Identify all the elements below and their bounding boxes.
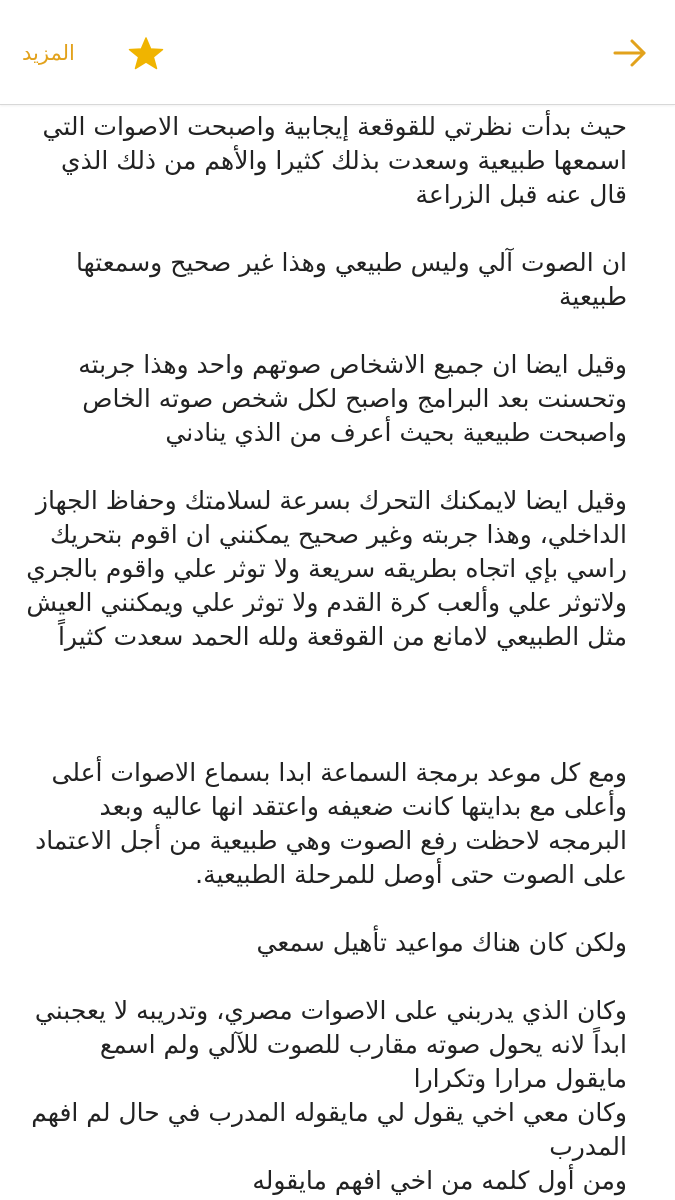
blank-line	[40, 450, 627, 484]
blank-line	[40, 960, 627, 994]
body-line: مثل الطبيعي لامانع من القوقعة ولله الحمد سعدت كثيراً	[57, 622, 627, 651]
body-line: ولكن كان هناك مواعيد تأهيل سمعي	[256, 928, 627, 957]
body-line: ابداً لانه يحول صوته مقارب للصوت للآلي ولم اسمع	[99, 1030, 627, 1059]
blank-line	[40, 314, 627, 348]
body-line: واصبحت طبيعية بحيث أعرف من الذي ينادني	[165, 418, 627, 447]
arrow-right-icon[interactable]	[610, 34, 650, 72]
body-line: حيث بدأت نظرتي للقوقعة إيجابية واصبحت الاصوات التي	[42, 112, 627, 141]
body-line: ولاتوثر علي وألعب كرة القدم ولا توثر علي ويمكنني العيش	[26, 588, 627, 617]
message-body	[26, 110, 627, 1198]
body-line: مايقول مرارا وتكرارا	[413, 1064, 627, 1093]
body-line: ان الصوت آلي وليس طبيعي وهذا غير صحيح وسمعتها	[76, 248, 627, 277]
blank-line	[40, 654, 627, 688]
body-line: طبيعية	[559, 282, 627, 311]
blank-line	[40, 722, 627, 756]
blank-line	[40, 892, 627, 926]
body-line: راسي بإي اتجاه بطريقه سريعة ولا توثر علي واقوم بالجري	[26, 554, 627, 583]
blank-line	[40, 212, 627, 246]
body-line: ومع كل موعد برمجة السماعة ابدا بسماع الاصوات أعلى	[51, 758, 627, 787]
more-button[interactable]: المزيد	[22, 41, 75, 65]
body-line: على الصوت حتى أوصل للمرحلة الطبيعية.	[195, 860, 627, 889]
body-line: اسمعها طبيعية وسعدت بذلك كثيرا والأهم من ذلك الذي	[61, 146, 627, 175]
body-line: البرمجه لاحظت رفع الصوت وهي طبيعية من أجل الاعتماد	[35, 826, 627, 855]
body-line: الداخلي، وهذا جربته وغير صحيح يمكنني ان اقوم بتحريك	[49, 520, 627, 549]
app-bar	[0, 0, 675, 105]
body-line: وتحسنت بعد البرامج واصبح لكل شخص صوته الخاص	[82, 384, 627, 413]
body-line: المدرب	[549, 1132, 627, 1161]
body-line: وقيل ايضا ان جميع الاشخاص صوتهم واحد وهذا جربته	[78, 350, 627, 379]
star-icon[interactable]	[126, 35, 166, 73]
body-line: وقيل ايضا لايمكنك التحرك بسرعة لسلامتك وحفاظ الجهاز	[35, 486, 627, 515]
blank-line	[40, 688, 627, 722]
body-line: قال عنه قبل الزراعة	[415, 180, 627, 209]
body-line: وكان الذي يدربني على الاصوات مصري، وتدريبه لا يعجبني	[34, 996, 627, 1025]
body-line: ومن أول كلمه من اخي افهم مايقوله	[252, 1166, 627, 1195]
body-line: وكان معي اخي يقول لي مايقوله المدرب في حال لم افهم	[31, 1098, 627, 1127]
body-line: وأعلى مع بدايتها كانت ضعيفه واعتقد انها عاليه وبعد	[99, 792, 627, 821]
